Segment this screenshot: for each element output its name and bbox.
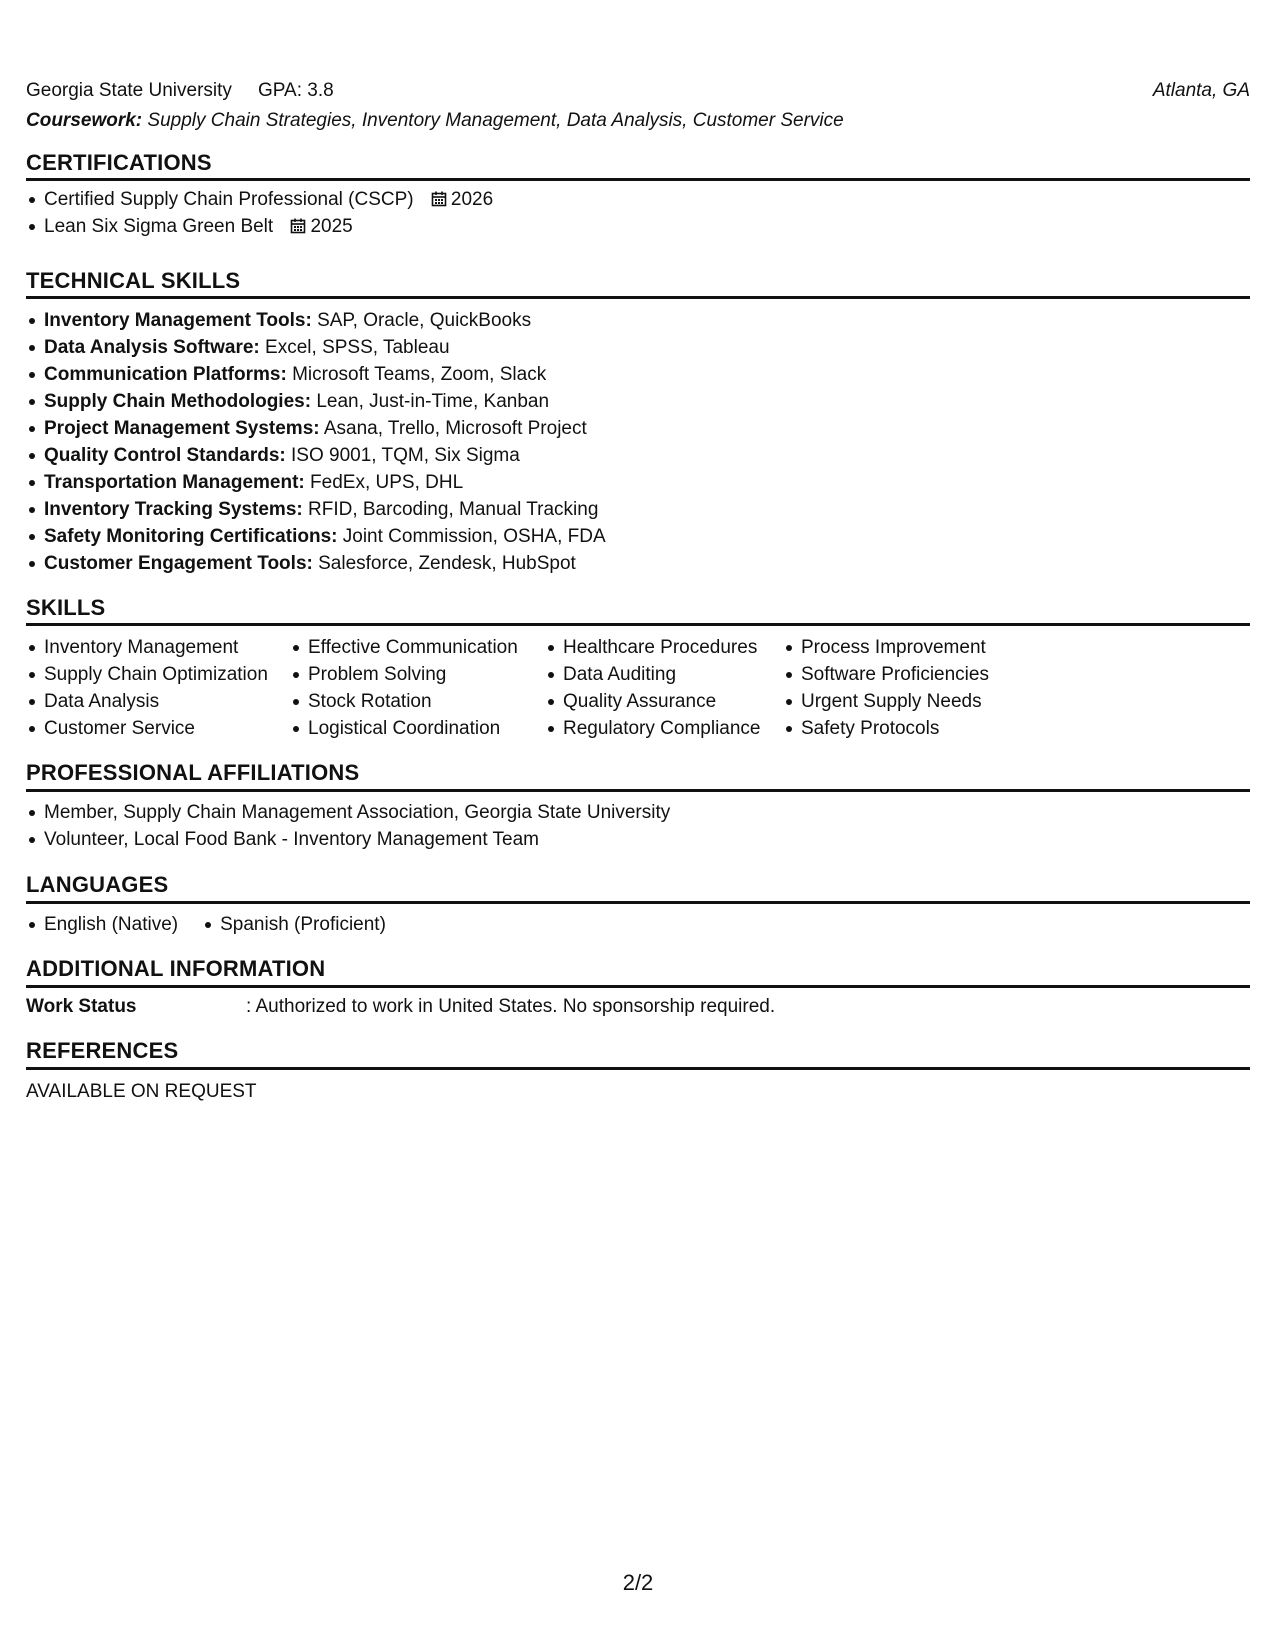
list-item: Quality Assurance (545, 688, 761, 715)
list-item (26, 334, 606, 361)
list-item (26, 523, 606, 550)
skill-values: ISO 9001, TQM, Six Sigma (291, 445, 520, 466)
section-title-skills: SKILLS (26, 595, 106, 620)
school-location: Atlanta, GA (1152, 80, 1250, 101)
list-item (26, 469, 606, 496)
list-item: Spanish (Proficient) (202, 911, 386, 938)
list-item: Data Auditing (545, 661, 761, 688)
list-item (26, 550, 606, 577)
page-number: 2/2 (622, 1570, 654, 1595)
list-item (26, 213, 493, 240)
skill-values: SAP, Oracle, QuickBooks (317, 310, 532, 331)
section-divider (26, 985, 1250, 988)
list-item: Member, Supply Chain Management Association, Georgia State University (26, 799, 670, 826)
certification-name: Lean Six Sigma Green Belt (44, 216, 274, 237)
section-divider (26, 623, 1250, 626)
section-title-certifications: CERTIFICATIONS (26, 150, 212, 175)
list-item: Process Improvement (783, 634, 989, 661)
certifications-list (26, 186, 493, 240)
section-title-references: REFERENCES (26, 1038, 179, 1063)
list-item: Customer Service (26, 715, 268, 742)
gpa: GPA: 3.8 (258, 80, 334, 101)
skill-values: Joint Commission, OSHA, FDA (342, 526, 606, 547)
school-name: Georgia State University (26, 80, 232, 101)
list-item: Inventory Management (26, 634, 268, 661)
skill-category: Communication Platforms: (44, 364, 287, 385)
section-divider (26, 1067, 1250, 1070)
list-item (26, 442, 606, 469)
list-item (26, 388, 606, 415)
certification-year: 2026 (450, 189, 494, 210)
list-item: Effective Communication (290, 634, 518, 661)
skill-values: Salesforce, Zendesk, HubSpot (318, 553, 576, 574)
coursework-list: Supply Chain Strategies, Inventory Management, Data Analysis, Customer Service (147, 110, 844, 131)
technical-skills-list (26, 307, 606, 577)
skill-values: Microsoft Teams, Zoom, Slack (292, 364, 547, 385)
resume-page (26, 0, 1250, 1650)
skills-column (290, 634, 518, 742)
skill-category: Project Management Systems: (44, 418, 320, 439)
coursework-line (26, 110, 844, 132)
affiliations-list (26, 799, 670, 853)
skills-column (26, 634, 268, 742)
skill-values: Asana, Trello, Microsoft Project (323, 418, 587, 439)
skill-values: RFID, Barcoding, Manual Tracking (308, 499, 599, 520)
skills-column (783, 634, 989, 742)
list-item: Urgent Supply Needs (783, 688, 989, 715)
skill-category: Safety Monitoring Certifications: (44, 526, 338, 547)
certification-name: Certified Supply Chain Professional (CSCP) (44, 189, 414, 210)
list-item: Logistical Coordination (290, 715, 518, 742)
certification-year: 2025 (310, 216, 353, 237)
languages-list (26, 911, 410, 938)
list-item (26, 361, 606, 388)
list-item (26, 415, 606, 442)
list-item: Software Proficiencies (783, 661, 989, 688)
list-item: Healthcare Procedures (545, 634, 761, 661)
list-item: Volunteer, Local Food Bank - Inventory Management Team (26, 826, 670, 853)
skill-values: Lean, Just-in-Time, Kanban (316, 391, 550, 412)
list-item: Data Analysis (26, 688, 268, 715)
list-item: Supply Chain Optimization (26, 661, 268, 688)
list-item (26, 186, 493, 213)
skill-category: Supply Chain Methodologies: (44, 391, 312, 412)
section-divider (26, 178, 1250, 181)
references-text: AVAILABLE ON REQUEST (26, 1081, 257, 1102)
coursework-label: Coursework: (26, 110, 143, 131)
skill-category: Inventory Management Tools: (44, 310, 312, 331)
list-item: Regulatory Compliance (545, 715, 761, 742)
section-title-technical-skills: TECHNICAL SKILLS (26, 268, 241, 293)
education-line (26, 80, 1250, 106)
list-item: English (Native) (26, 911, 178, 938)
list-item: Problem Solving (290, 661, 518, 688)
skill-category: Transportation Management: (44, 472, 305, 493)
section-title-languages: LANGUAGES (26, 872, 169, 897)
section-title-additional-info: ADDITIONAL INFORMATION (26, 956, 326, 981)
list-item (26, 496, 606, 523)
list-item (26, 307, 606, 334)
skill-category: Data Analysis Software: (44, 337, 260, 358)
calendar-icon (290, 218, 306, 234)
skill-values: FedEx, UPS, DHL (310, 472, 464, 493)
section-title-affiliations: PROFESSIONAL AFFILIATIONS (26, 760, 360, 785)
skill-category: Customer Engagement Tools: (44, 553, 313, 574)
work-status-label: Work Status (26, 996, 137, 1017)
skill-values: Excel, SPSS, Tableau (265, 337, 450, 358)
list-item: Safety Protocols (783, 715, 989, 742)
work-status-value: : Authorized to work in United States. No sponsorship required. (246, 996, 776, 1017)
section-divider (26, 789, 1250, 792)
section-divider (26, 296, 1250, 299)
skill-category: Quality Control Standards: (44, 445, 286, 466)
skills-column (545, 634, 761, 742)
list-item: Stock Rotation (290, 688, 518, 715)
calendar-icon (431, 191, 447, 207)
section-divider (26, 901, 1250, 904)
skill-category: Inventory Tracking Systems: (44, 499, 303, 520)
